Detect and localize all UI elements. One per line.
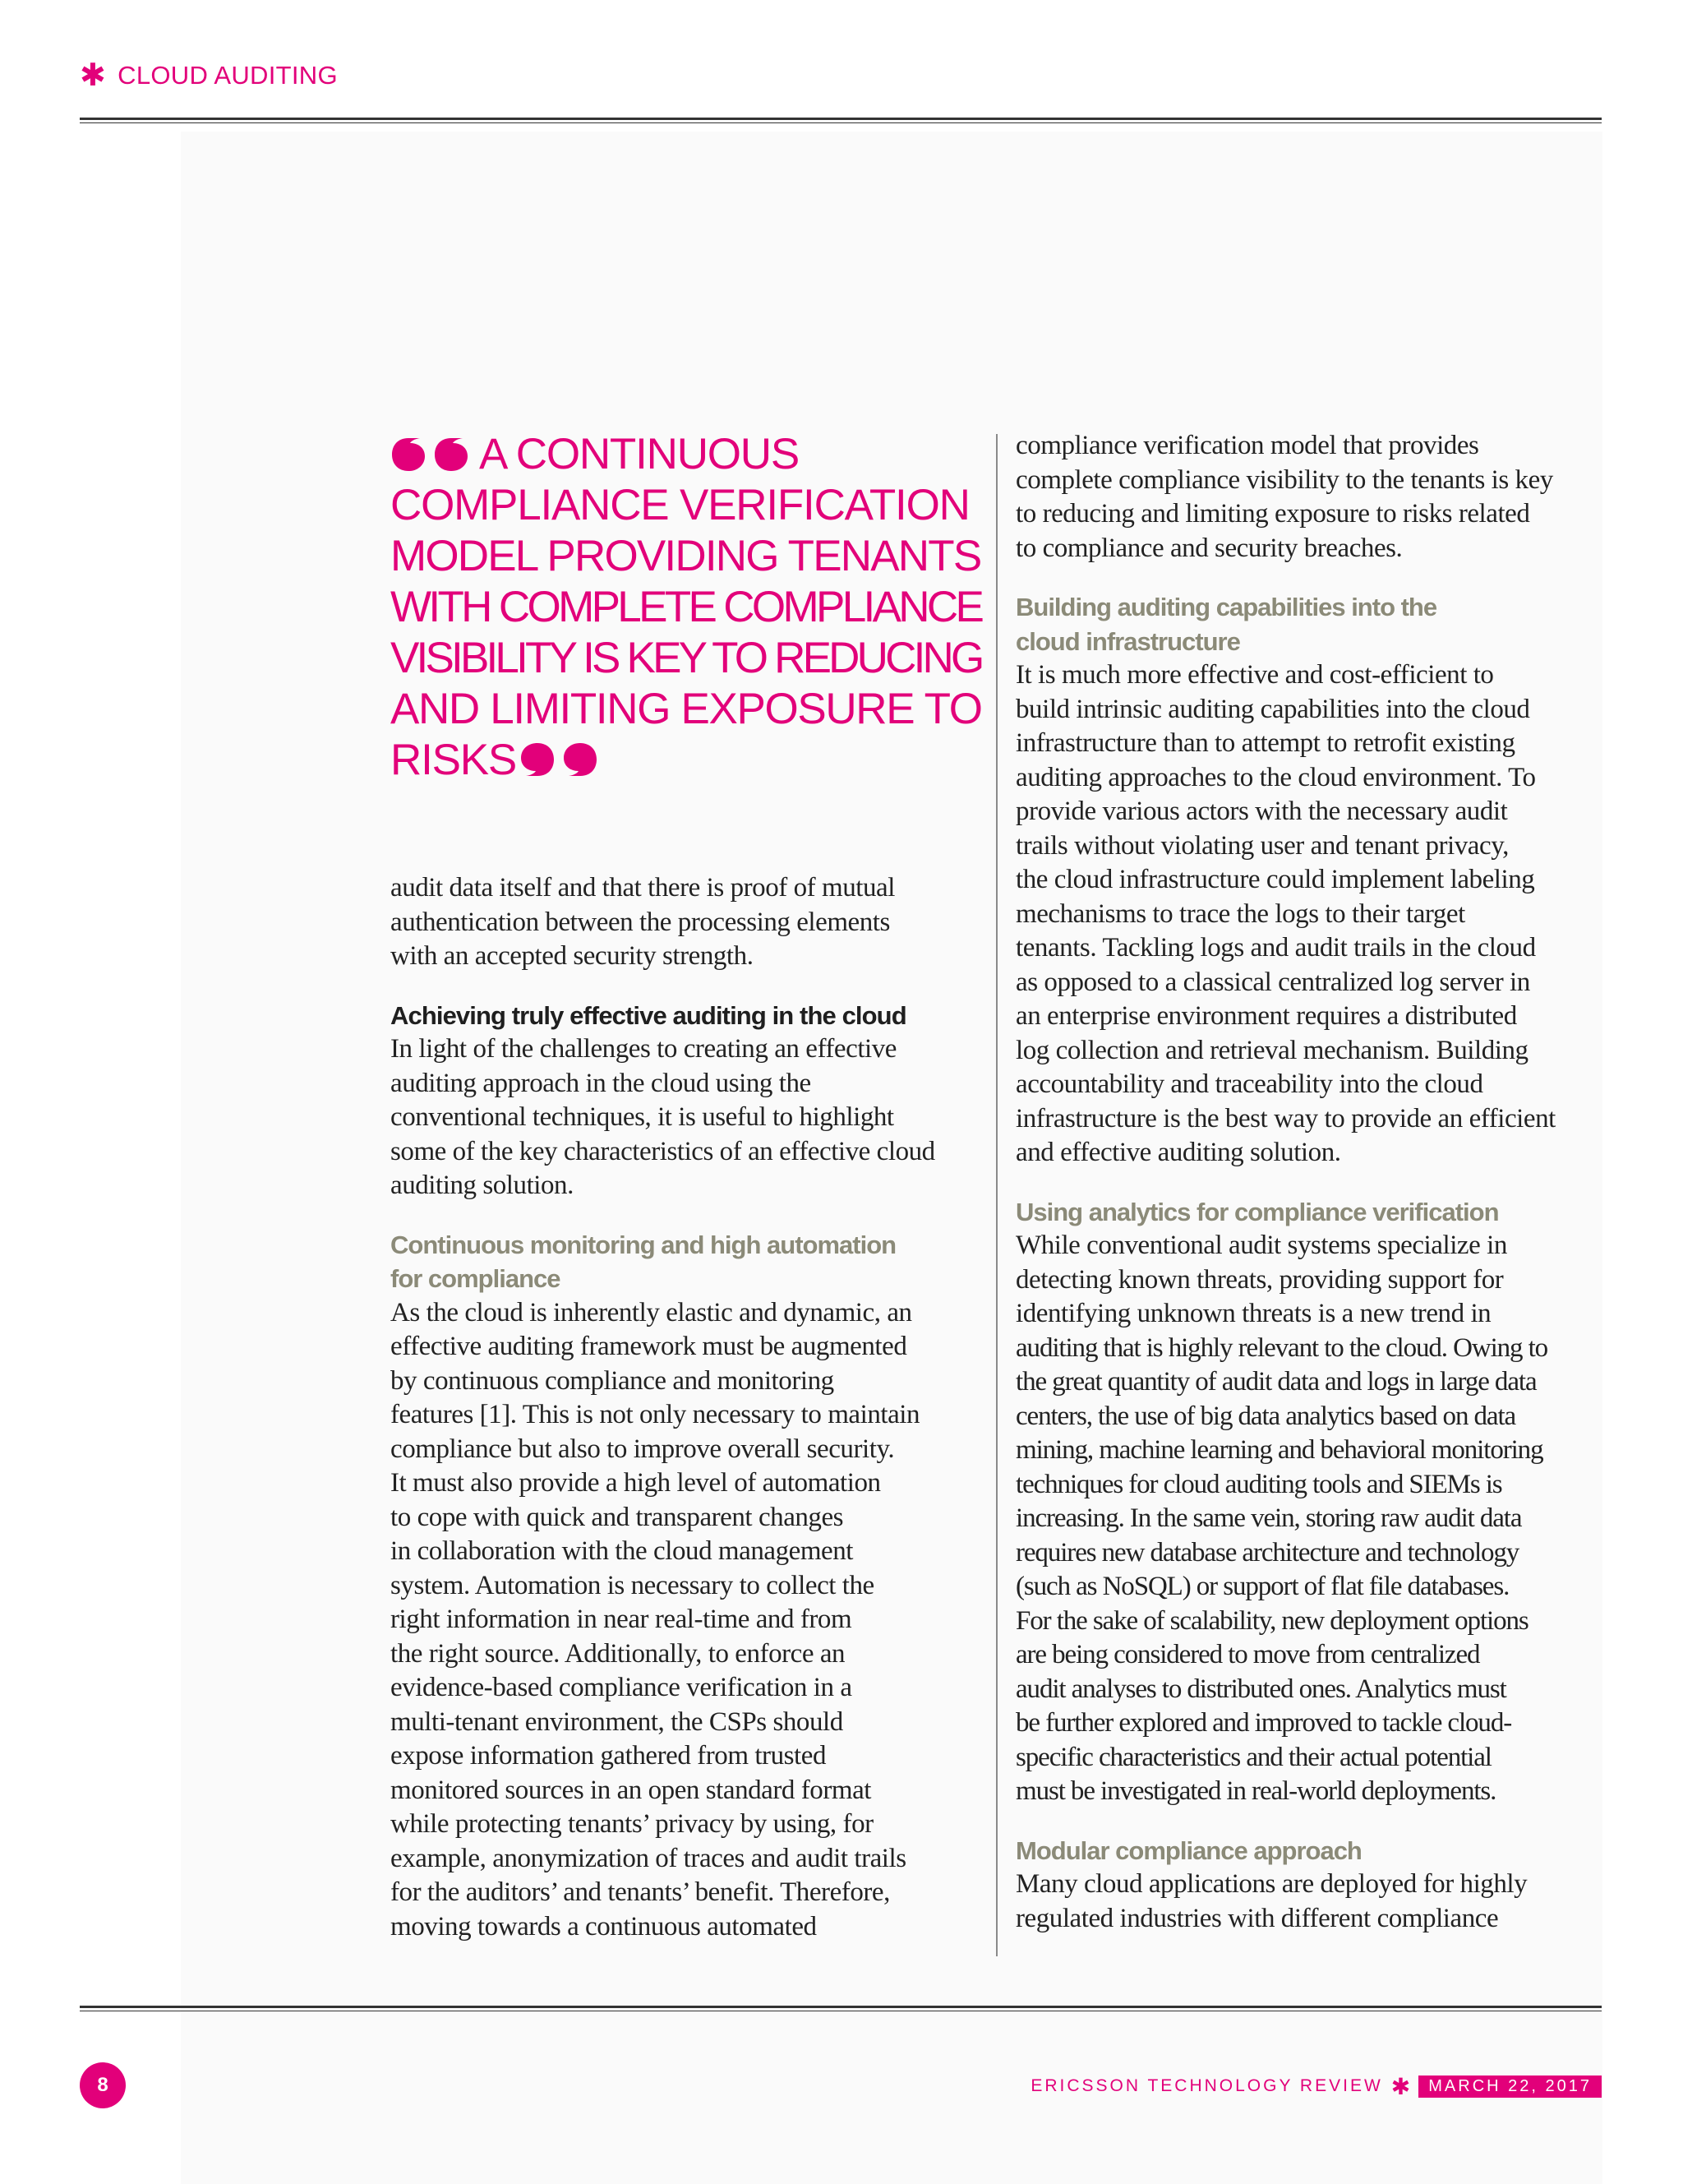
text-line: specific characteristics and their actual potential (1016, 1742, 1492, 1772)
text-line: requires new database architecture and technology (1016, 1537, 1519, 1568)
subsection-heading: for compliance (390, 1264, 560, 1293)
text-line: tenants. Tackling logs and audit trails in the cloud (1016, 933, 1536, 963)
text-line: auditing that is highly relevant to the cloud. Owing to (1016, 1332, 1548, 1363)
text-line: provide various actors with the necessary audit (1016, 796, 1508, 826)
text-line: an enterprise environment requires a distributed (1016, 1001, 1517, 1031)
text-line: system. Automation is necessary to collect the (390, 1570, 874, 1600)
text-line: features [1]. This is not only necessary to maintain (390, 1400, 920, 1429)
paragraph (1016, 1868, 1607, 1936)
paragraph (390, 871, 982, 974)
text-line: build intrinsic auditing capabilities into the cloud (1016, 694, 1530, 724)
text-line: centers, the use of big data analytics based on data (1016, 1401, 1516, 1431)
text-line: effective auditing framework must be augmented (390, 1332, 907, 1361)
text-line: to cope with quick and transparent changes (390, 1502, 844, 1532)
text-line: are being considered to move from centralized (1016, 1640, 1480, 1669)
publication-name: ERICSSON TECHNOLOGY REVIEW (1031, 2076, 1383, 2095)
text-line: auditing solution. (390, 1170, 574, 1200)
text-line: as opposed to a classical centralized log server in (1016, 967, 1530, 997)
paragraph (1016, 658, 1607, 1170)
text-line: to reducing and limiting exposure to risks related (1016, 499, 1530, 529)
subsection-heading: Continuous monitoring and high automation (390, 1230, 897, 1259)
text-line: to compliance and security breaches. (1016, 533, 1403, 563)
text-line: auditing approaches to the cloud environment. To (1016, 762, 1536, 792)
text-line: the right source. Additionally, to enforce an (390, 1638, 846, 1669)
page-number-badge: 8 (80, 2062, 126, 2108)
text-line: be further explored and improved to tackle cloud- (1016, 1708, 1512, 1738)
text-line: identifying unknown threats is a new trend in (1016, 1299, 1492, 1328)
subsection-heading: Building auditing capabilities into the (1016, 593, 1437, 621)
text-line: conventional techniques, it is useful to highlight (390, 1102, 894, 1132)
text-line: multi-tenant environment, the CSPs should (390, 1706, 843, 1737)
footer-rule (80, 2006, 1602, 2011)
pull-quote-line: VISIBILITY IS KEY TO REDUCING (390, 634, 982, 682)
paragraph (1016, 1229, 1607, 1809)
pull-quote-text: A CONTINUOUS (479, 430, 800, 478)
text-line: increasing. In the same vein, storing raw audit data (1016, 1503, 1522, 1533)
footer-publication (1031, 2074, 1602, 2099)
text-line: monitored sources in an open standard format (390, 1775, 872, 1805)
text-line: while protecting tenants’ privacy by using, for (390, 1809, 874, 1839)
pull-quote-line: MODEL PROVIDING TENANTS (390, 532, 981, 580)
text-line: infrastructure than to attempt to retrofit existing (1016, 728, 1515, 758)
text-line: trails without violating user and tenant privacy, (1016, 830, 1509, 861)
pull-quote-line (390, 429, 982, 480)
text-line: the great quantity of audit data and logs in large data (1016, 1367, 1537, 1397)
open-quote-icon (390, 435, 473, 473)
text-line: must be investigated in real-world deployments. (1016, 1776, 1496, 1806)
section-title: CLOUD AUDITING (118, 61, 338, 90)
pull-quote (390, 429, 982, 786)
text-line: evidence-based compliance verification in a (390, 1673, 852, 1702)
right-column (1016, 429, 1607, 1936)
paragraph (390, 1296, 982, 1945)
text-line: As the cloud is inherently elastic and dynamic, an (390, 1297, 912, 1327)
pull-quote-line: WITH COMPLETE COMPLIANCE (390, 583, 982, 631)
text-line: compliance verification model that provides (1016, 431, 1479, 460)
section-heading: Achieving truly effective auditing in the cloud (390, 1000, 906, 1030)
asterisk-icon: ✱ (80, 58, 107, 93)
subsection-heading: Modular compliance approach (1016, 1835, 1362, 1865)
text-line: example, anonymization of traces and audit trails (390, 1843, 906, 1873)
text-line: by continuous compliance and monitoring (390, 1365, 834, 1396)
text-line: accountability and traceability into the cloud (1016, 1069, 1483, 1099)
paragraph (1016, 429, 1607, 566)
close-quote-icon (519, 741, 602, 779)
text-line: auditing approach in the cloud using the (390, 1068, 811, 1098)
text-line: audit analyses to distributed ones. Analytics must (1016, 1674, 1506, 1704)
left-column (390, 871, 982, 1944)
text-line: mining, machine learning and behavioral monitoring (1016, 1435, 1543, 1465)
text-line: Many cloud applications are deployed for highly (1016, 1869, 1528, 1899)
text-line: log collection and retrieval mechanism. Building (1016, 1035, 1529, 1065)
text-line: and effective auditing solution. (1016, 1138, 1341, 1167)
subsection-heading: cloud infrastructure (1016, 626, 1240, 656)
text-line: audit data itself and that there is proof of mutual (390, 873, 895, 903)
pull-quote-text: RISKS (390, 736, 517, 784)
pull-quote-line (390, 735, 982, 786)
text-line: the cloud infrastructure could implement labeling (1016, 865, 1535, 894)
text-line: with an accepted security strength. (390, 941, 754, 971)
running-header (80, 58, 338, 94)
text-line: complete compliance visibility to the tenants is key (1016, 464, 1553, 495)
text-line: for the auditors’ and tenants’ benefit. Therefore, (390, 1877, 890, 1907)
text-line: It must also provide a high level of automation (390, 1468, 881, 1498)
asterisk-icon: ✱ (1390, 2073, 1411, 2099)
text-line: right information in near real-time and from (390, 1605, 852, 1634)
text-line: authentication between the processing elements (390, 907, 890, 937)
text-line: compliance but also to improve overall security. (390, 1434, 895, 1464)
text-line: moving towards a continuous automated (390, 1911, 817, 1942)
text-line: infrastructure is the best way to provide an efficient (1016, 1103, 1556, 1134)
text-line: in collaboration with the cloud management (390, 1536, 854, 1566)
column-divider (996, 434, 998, 1956)
text-line: some of the key characteristics of an effective cloud (390, 1136, 935, 1166)
paragraph (390, 1032, 982, 1203)
text-line: regulated industries with different compliance (1016, 1903, 1499, 1933)
issue-date: MARCH 22, 2017 (1418, 2075, 1602, 2098)
text-line: mechanisms to trace the logs to their target (1016, 898, 1465, 929)
text-line: For the sake of scalability, new deployment options (1016, 1605, 1529, 1636)
text-line: (such as NoSQL) or support of flat file databases. (1016, 1572, 1510, 1601)
pull-quote-line: COMPLIANCE VERIFICATION (390, 481, 970, 529)
text-line: detecting known threats, providing support for (1016, 1264, 1504, 1295)
text-line: It is much more effective and cost-efficient to (1016, 660, 1494, 690)
text-line: In light of the challenges to creating an effective (390, 1034, 897, 1064)
text-line: While conventional audit systems specialize in (1016, 1231, 1507, 1260)
subsection-heading: Using analytics for compliance verification (1016, 1197, 1499, 1226)
text-line: expose information gathered from trusted (390, 1741, 826, 1771)
text-line: techniques for cloud auditing tools and SIEMs is (1016, 1469, 1502, 1499)
header-rule (80, 118, 1602, 123)
pull-quote-line: AND LIMITING EXPOSURE TO (390, 685, 982, 733)
